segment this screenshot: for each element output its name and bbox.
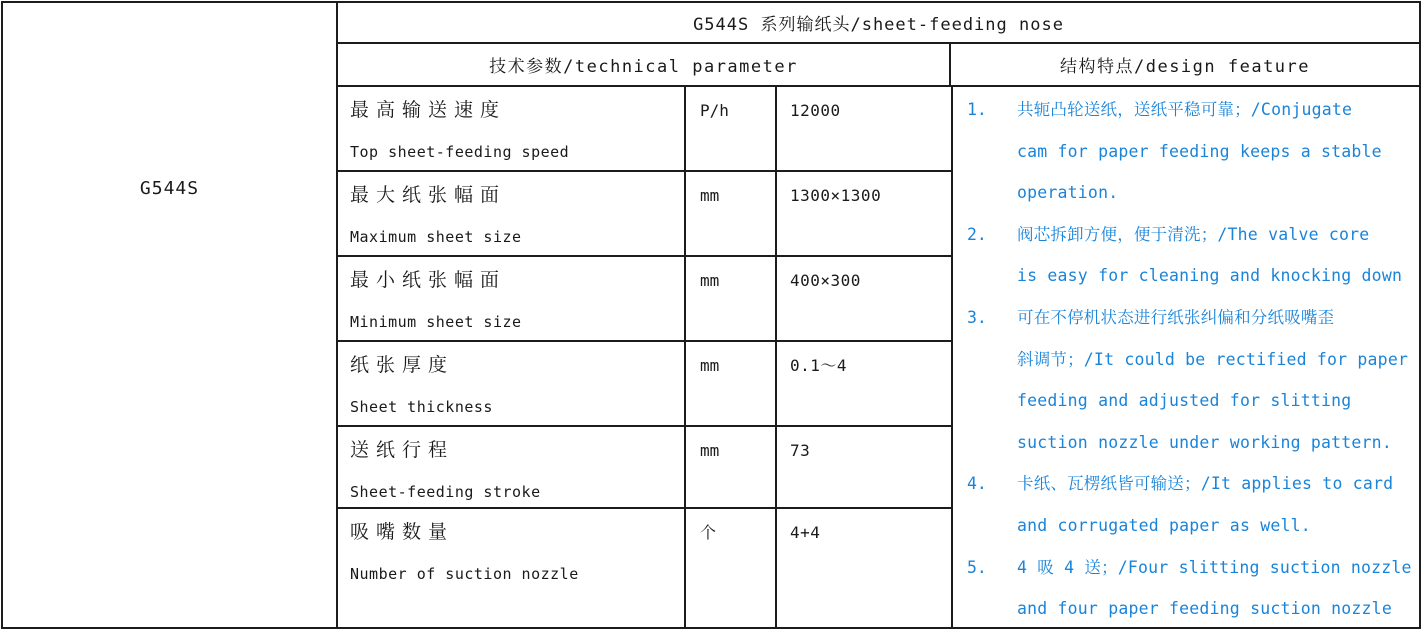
parameter-rows <box>338 87 953 627</box>
spec-table <box>1 1 1421 629</box>
parameter-row <box>338 427 951 509</box>
parameter-row <box>338 509 951 627</box>
feature-number: 3. <box>967 307 987 327</box>
value-cell: 4+4 <box>790 523 821 542</box>
unit-cell: mm <box>686 257 777 340</box>
main-section <box>338 3 1419 627</box>
feature-line: 可在不停机状态进行纸张纠偏和分纸吸嘴歪 <box>1017 307 1335 327</box>
feature-item <box>953 89 1411 214</box>
unit-cell: P/h <box>686 87 777 170</box>
feature-item <box>953 297 1411 463</box>
parameter-name-en: Number of suction nozzle <box>350 565 579 583</box>
parameter-name-cn: 最大纸张幅面 <box>350 184 507 206</box>
value-cell: 1300×1300 <box>790 186 882 205</box>
value-cell: 12000 <box>790 101 841 120</box>
parameter-row <box>338 172 951 257</box>
unit-cell: 个 <box>686 509 777 627</box>
parameter-row <box>338 342 951 427</box>
unit-cell: mm <box>686 342 777 425</box>
value-cell: 73 <box>790 441 811 460</box>
parameter-name-en: Maximum sheet size <box>350 228 522 246</box>
feature-number: 1. <box>967 100 987 119</box>
feature-line: 卡纸、瓦楞纸皆可输送；/It applies to card <box>1017 474 1394 494</box>
feature-line: cam for paper feeding keeps a stable <box>1017 141 1382 161</box>
feature-item <box>953 547 1411 627</box>
feature-number: 5. <box>967 557 987 577</box>
subheader-row <box>338 44 1419 87</box>
parameter-name-cn: 送纸行程 <box>350 439 455 461</box>
feature-line: 4 吸 4 送；/Four slitting suction nozzle <box>1017 557 1412 577</box>
feature-text <box>1017 463 1411 546</box>
unit-cell: mm <box>686 427 777 507</box>
feature-line: 斜调节；/It could be rectified for paper <box>1017 349 1409 369</box>
feature-item <box>953 214 1411 297</box>
value-cell: 400×300 <box>790 271 861 290</box>
feature-line: 阀芯拆卸方便，便于清洗；/The valve core <box>1017 224 1370 244</box>
parameter-name-cell <box>338 427 686 507</box>
parameter-row <box>338 87 951 172</box>
feature-line: and four paper feeding suction nozzle <box>1017 599 1392 619</box>
parameter-row <box>338 257 951 342</box>
parameter-name-cn: 吸嘴数量 <box>350 521 455 543</box>
feature-text <box>1017 297 1411 463</box>
parameter-name-cell <box>338 342 686 425</box>
table-body <box>338 87 1419 627</box>
feature-text <box>1017 547 1411 627</box>
unit-cell: mm <box>686 172 777 255</box>
feature-line: is easy for cleaning and knocking down <box>1017 266 1403 286</box>
feature-number: 2. <box>967 224 987 244</box>
parameter-name-cn: 纸张厚度 <box>350 354 455 376</box>
design-feature-header: 结构特点/design feature <box>1059 57 1311 77</box>
feature-line: operation. <box>1017 183 1119 203</box>
table-title: G544S 系列输纸头/sheet-feeding nose <box>338 3 1419 44</box>
parameter-name-cell <box>338 172 686 255</box>
value-cell: 0.1～4 <box>790 356 848 375</box>
parameter-name-cell <box>338 509 686 627</box>
feature-line: suction nozzle under working pattern. <box>1017 432 1392 452</box>
feature-line: feeding and adjusted for slitting <box>1017 391 1352 411</box>
feature-number: 4. <box>967 474 987 494</box>
feature-text <box>1017 89 1411 214</box>
feature-item <box>953 463 1411 546</box>
parameter-name-en: Sheet-feeding stroke <box>350 483 541 501</box>
feature-line: and corrugated paper as well. <box>1017 515 1311 535</box>
design-feature-list <box>953 87 1419 627</box>
parameter-name-en: Top sheet-feeding speed <box>350 143 570 161</box>
parameter-name-en: Sheet thickness <box>350 398 493 416</box>
technical-parameter-header: 技术参数/technical parameter <box>338 44 951 85</box>
parameter-name-cell <box>338 87 686 170</box>
parameter-name-cell <box>338 257 686 340</box>
feature-line: 共轭凸轮送纸，送纸平稳可靠；/Conjugate <box>1017 100 1353 119</box>
parameter-name-cn: 最小纸张幅面 <box>350 269 507 291</box>
model-label: G544S <box>139 178 200 199</box>
parameter-name-cn: 最高输送速度 <box>350 99 507 121</box>
parameter-name-en: Minimum sheet size <box>350 313 522 331</box>
model-column <box>3 3 338 627</box>
feature-text <box>1017 214 1411 297</box>
